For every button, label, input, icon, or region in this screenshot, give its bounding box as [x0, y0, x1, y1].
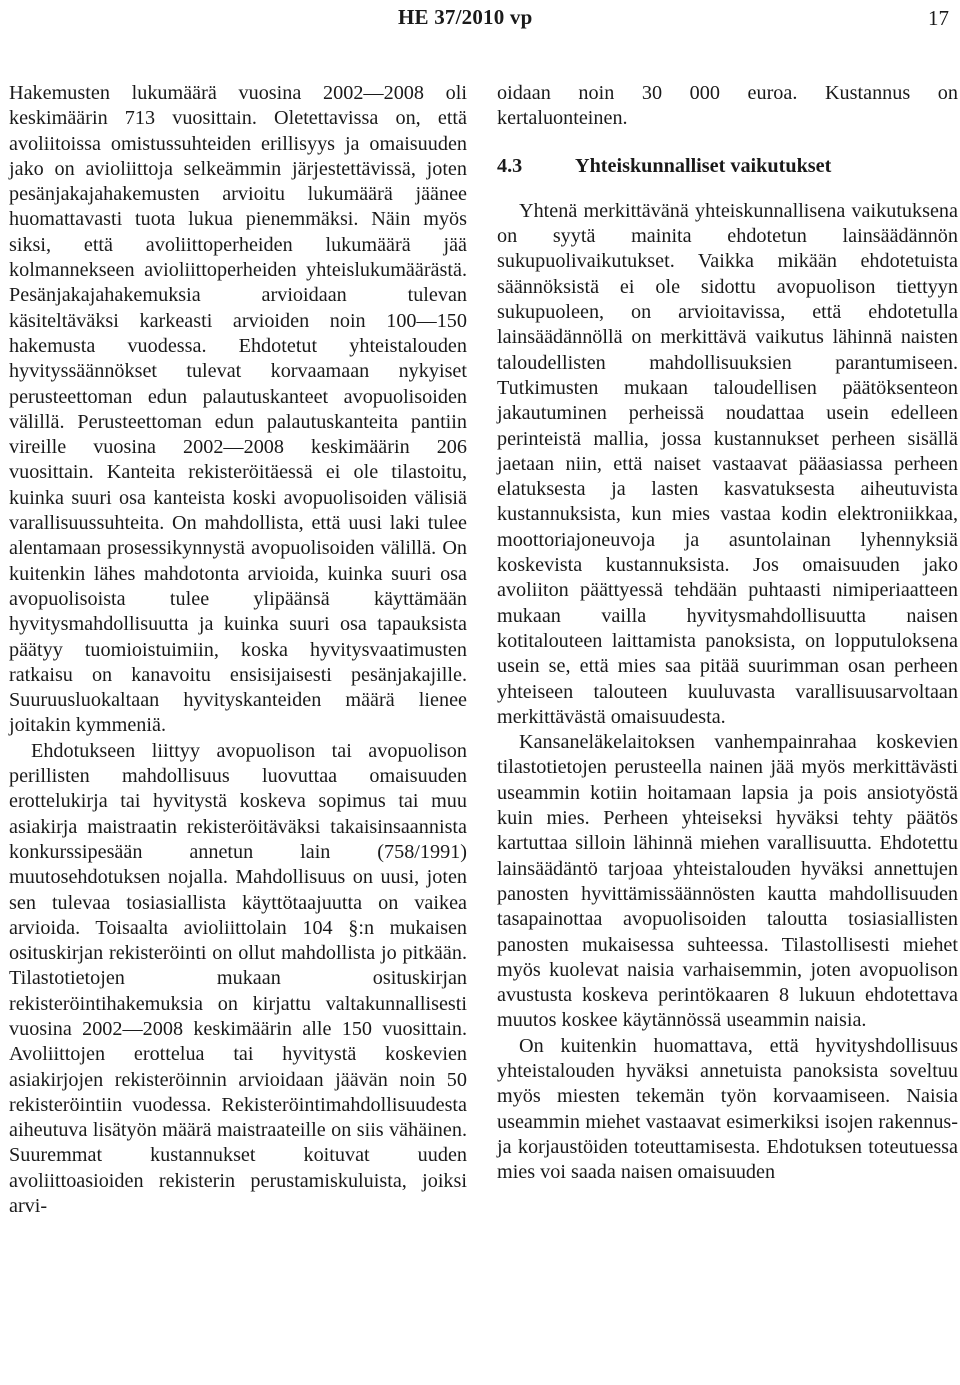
paragraph: Yhtenä merkittävänä yhteiskunnallisena vaikutuksena on syytä mainita ehdotetun lainsäädännön sukupuolivaikutukset. Vaikka mikään ehdotetuista säännöksistä ei ole sidottu avopuolison tiettyyn sukupuoleen, on arvioitavissa, että ehdotetulla lainsäädännöllä on merkittävä vaikutus lähinnä naisten taloudellisten mahdollisuuksien parantumiseen. Tutkimusten mukaan taloudellisen päätöksenteon jakautuminen perheissä noudattaa usein edelleen perinteistä mallia, jossa kustannukset perheen sisällä jaetaan niin, että naiset vastaavat pääasiassa perheen elatuksesta ja lasten kasvatuksesta aiheutuvista kustannuksista, kun mies vastaa kodin elektroniikkaa, moottoriajoneuvoja ja asuntolainan lyhennyksiä koskevista kustannuksista. Jos omaisuuden jako avoliiton päättyessä tehdään puhtaasti nimiperiaatteen mukaan vailla hyvitysmahdollisuutta naisen kotitalouteen laittamista panoksista, on lopputuloksena usein se, että mies saa pitää suurimman osan perheen yhteiseen talouteen kuuluvasta varallisuusarvoltaan merkittävästä omaisuudesta. — [497, 199, 958, 728]
page-header — [0, 0, 960, 40]
paragraph: Hakemusten lukumäärä vuosina 2002—2008 oli keskimäärin 713 vuosittain. Oletettavissa on, että avoliitoissa omistussuhteiden erillisyys ja omaisuuden jako on avioliittoja selkeämmin järjestettävissä, joten pesänjakajahakemusten arvioitu lukumäärä jäänee huomattavasti tuota lukua pienemmäksi. Näin myös siksi, että avoliittoperheiden lukumäärä jää kolmannekseen avioliittoperheiden yhteislukumäärästä. Pesänjakajahakemuksia arvioidaan tulevan käsiteltäväksi karkeasti arvioiden noin 100—150 hakemusta vuodessa. Ehdotetut yhteistalouden hyvityssäännökset tulevat korvaamaan nykyiset perusteettoman edun palautuskanteet avopuolisoiden välillä. Perusteettoman edun palautuskanteita pantiin vireille vuosina 2002—2008 keskimäärin 206 vuosittain. Kanteita rekisteröitäessä ei ole tilastoitu, kuinka suuri osa kanteista koski avopuolisoiden välisiä varallisuussuhteita. On mahdollista, että uusi laki tulee alentamaan prosessikynnystä avopuolisoiden välillä. On kuitenkin lähes mahdotonta arvioida, kuinka suuri osa avopuolisoista tulee ylipäänsä käyttämään hyvitysmahdollisuutta ja kuinka suuri osa tapauksista päätyy tuomioistuimiin, koska hyvitysvaatimusten ratkaisu on kanavoitu ensisijaisesti pesänjakajille. Suuruusluokaltaan hyvityskanteiden määrä lienee joitakin kymmeniä. — [9, 82, 467, 737]
right-column — [497, 81, 958, 1185]
paragraph: On kuitenkin huomattava, että hyvityshdollisuus yhteistalouden hyväksi annetuista panoksista soveltuu myös miesten tekemän työn korvaamiseen. Naisia useammin miehet vastaavat esimerkiksi isojen rakennus- ja korjaustöiden toteuttamisesta. Ehdotuksen toteutuessa mies voi saada naisen omaisuuden — [497, 1034, 958, 1184]
section-heading — [497, 154, 958, 179]
paragraph-continuation: oidaan noin 30 000 euroa. Kustannus on kertaluonteinen. — [497, 82, 958, 130]
paragraph: Kansaneläkelaitoksen vanhempainrahaa koskevien tilastotietojen perusteella nainen jää myös merkittävästi useammin kotiin hoitamaan lapsia ja pois ansiotyöstä kuin mies. Perheen yhteiseksi hyväksi tehty päätös kartuttaa silloin lähinnä miehen varallisuutta. Ehdotettu lainsäädäntö tarjoaa yhteistalouden hyväksi annettujen panosten hyvittämissäännösten kautta mahdollisuuden tasapainottaa avopuolisoiden taloutta tosiasiallisten panosten mukaisessa suhteessa. Tilastollisesti miehet myös kuolevat naisia varhaisemmin, joten avopuolison avustusta koskeva perintökaaren 8 lukuun ehdotettava muutos koskee käytännössä useammin naisia. — [497, 731, 958, 1032]
page-number: 17 — [928, 6, 949, 30]
paragraph: Ehdotukseen liittyy avopuolison tai avopuolison perillisten mahdollisuus luovuttaa omaisuuden erottelukirja tai hyvitystä koskeva sopimus tai muu asiakirja maistraatin rekisteröitäväksi takaisinsaannista konkurssipesään annetun lain (758/1991) muutosehdotuksen nojalla. Mahdollisuus on uusi, joten sen tulevaa tosiasiallista käyttötaajuutta on vaikea arvioida. Toisaalta avioliittolain 104 §:n mukaisen osituskirjan rekisteröinti on ollut mahdollista jo pitkään. Tilastotietojen mukaan osituskirjan rekisteröintihakemuksia on kirjattu valtakunnallisesti vuosina 2002—2008 keskimäärin alle 150 vuosittain. Avoliittojen erottelua tai hyvitystä koskevien asiakirjojen rekisteröinnin arvioidaan jäävän noin 50 rekisteröintiin vuodessa. Rekisteröintimahdollisuudesta aiheutuva lisätyön määrä maistraateille on siis vähäinen. Suuremmat kustannukset koituvat uuden avoliittoasioiden rekisterin perustamiskuluista, joiksi arvi- — [9, 739, 467, 1218]
section-number: 4.3 — [497, 154, 523, 177]
document-id: HE 37/2010 vp — [398, 5, 533, 29]
left-column — [9, 81, 467, 1219]
section-title: Yhteiskunnalliset vaikutukset — [575, 154, 832, 177]
